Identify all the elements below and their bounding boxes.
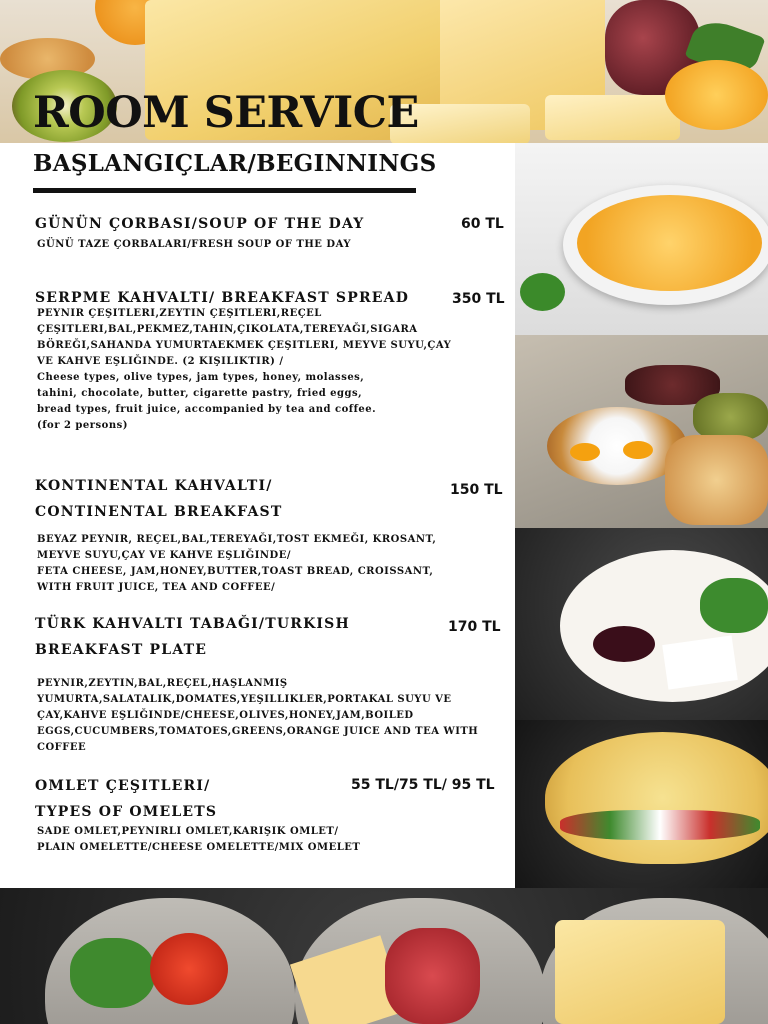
- menu-item-price: 55 TL/75 TL/ 95 TL: [351, 777, 495, 793]
- page-title: ROOM SERVICE: [33, 88, 419, 138]
- menu-item-description: PEYNIR ÇEŞITLERI,ZEYTIN ÇEŞITLERI,REÇEL ÇEŞITLERI,BAL,PEKMEZ,TAHIN,ÇIKOLATA,TEREYAĞI,SIGARA BÖREĞI,SAHANDA YUMURTAEKMEK ÇEŞITLERI, MEYVE SUYU,ÇAY VE KAHVE EŞLIĞINDE. (2 KIŞILIKTIR) / Cheese types, olive types, jam types, honey, molasses, tahini, chocolate, butter, cigarette pastry, fried eggs, bread types, fruit juice, accompanied by tea and coffee. (for 2 persons): [37, 308, 452, 431]
- cheese-slice: [545, 95, 680, 140]
- cheese-slice-shape: [555, 920, 725, 1024]
- footer-photo-dishes: [0, 888, 768, 1024]
- dried-fruit-shape: [665, 60, 768, 130]
- section-divider: [33, 188, 416, 193]
- egg-yolk-shape: [570, 443, 600, 461]
- omelet-filling-shape: [560, 810, 760, 840]
- menu-item-price: 350 TL: [452, 291, 505, 307]
- menu-item-name: KONTINENTAL KAHVALTI/ CONTINENTAL BREAKFAST: [35, 478, 283, 520]
- egg-yolk-shape: [623, 441, 653, 459]
- omelet-photo: [515, 720, 768, 888]
- menu-item-name: GÜNÜN ÇORBASI/SOUP OF THE DAY: [35, 216, 365, 232]
- tomato-shape: [150, 933, 228, 1005]
- jam-shape: [593, 626, 655, 662]
- menu-item-name: OMLET ÇEŞITLERI/ TYPES OF OMELETS: [35, 778, 218, 820]
- ham-shape: [385, 928, 480, 1024]
- parsley-shape: [520, 273, 565, 311]
- soup-photo: [515, 143, 768, 335]
- section-title: BAŞLANGIÇLAR/BEGINNINGS: [33, 150, 437, 177]
- menu-item-price: 60 TL: [461, 216, 504, 232]
- menu-item-description: SADE OMLET,PEYNIRLI OMLET,KARIŞIK OMLET/ PLAIN OMELETTE/CHEESE OMELETTE/MIX OMELET: [37, 826, 361, 853]
- breakfast-spread-photo: [515, 335, 768, 528]
- menu-item-name: SERPME KAHVALTI/ BREAKFAST SPREAD: [35, 290, 410, 306]
- menu-item-description: PEYNIR,ZEYTIN,BAL,REÇEL,HAŞLANMIŞ YUMURTA,SALATALIK,DOMATES,YEŞILLIKLER,PORTAKAL SUYU VE ÇAY,KAHVE EŞLIĞINDE/CHEESE,OLIVES,HONEY,JAM,BOILED EGGS,CUCUMBERS,TOMATOES,GREENS,ORANGE JUICE AND TEA WITH COFFEE: [37, 678, 479, 753]
- menu-item-price: 170 TL: [448, 619, 501, 635]
- menu-item-description: BEYAZ PEYNIR, REÇEL,BAL,TEREYAĞI,TOST EKMEĞI, KROSANT, MEYVE SUYU,ÇAY VE KAHVE EŞLIĞINDE/ FETA CHEESE, JAM,HONEY,BUTTER,TOAST BREAD, CROISSANT, WITH FRUIT JUICE, TEA AND COFFEE/: [37, 534, 437, 593]
- omelet-shape: [545, 732, 768, 864]
- food-photo-column: [515, 143, 768, 888]
- olives-bowl-shape: [693, 393, 768, 441]
- menu-section: [0, 143, 515, 888]
- soup-shape: [577, 195, 762, 291]
- header-photo-cheese: [0, 0, 768, 143]
- turkish-breakfast-plate-photo: [515, 528, 768, 720]
- feta-shape: [662, 635, 738, 689]
- greens-shape: [700, 578, 768, 633]
- pastry-shape: [665, 435, 768, 525]
- menu-item-name: TÜRK KAHVALTI TABAĞI/TURKISH BREAKFAST PLATE: [35, 616, 350, 658]
- menu-item-price: 150 TL: [450, 482, 503, 498]
- herb-shape: [70, 938, 155, 1008]
- menu-item-description: GÜNÜ TAZE ÇORBALARI/FRESH SOUP OF THE DAY: [37, 239, 351, 250]
